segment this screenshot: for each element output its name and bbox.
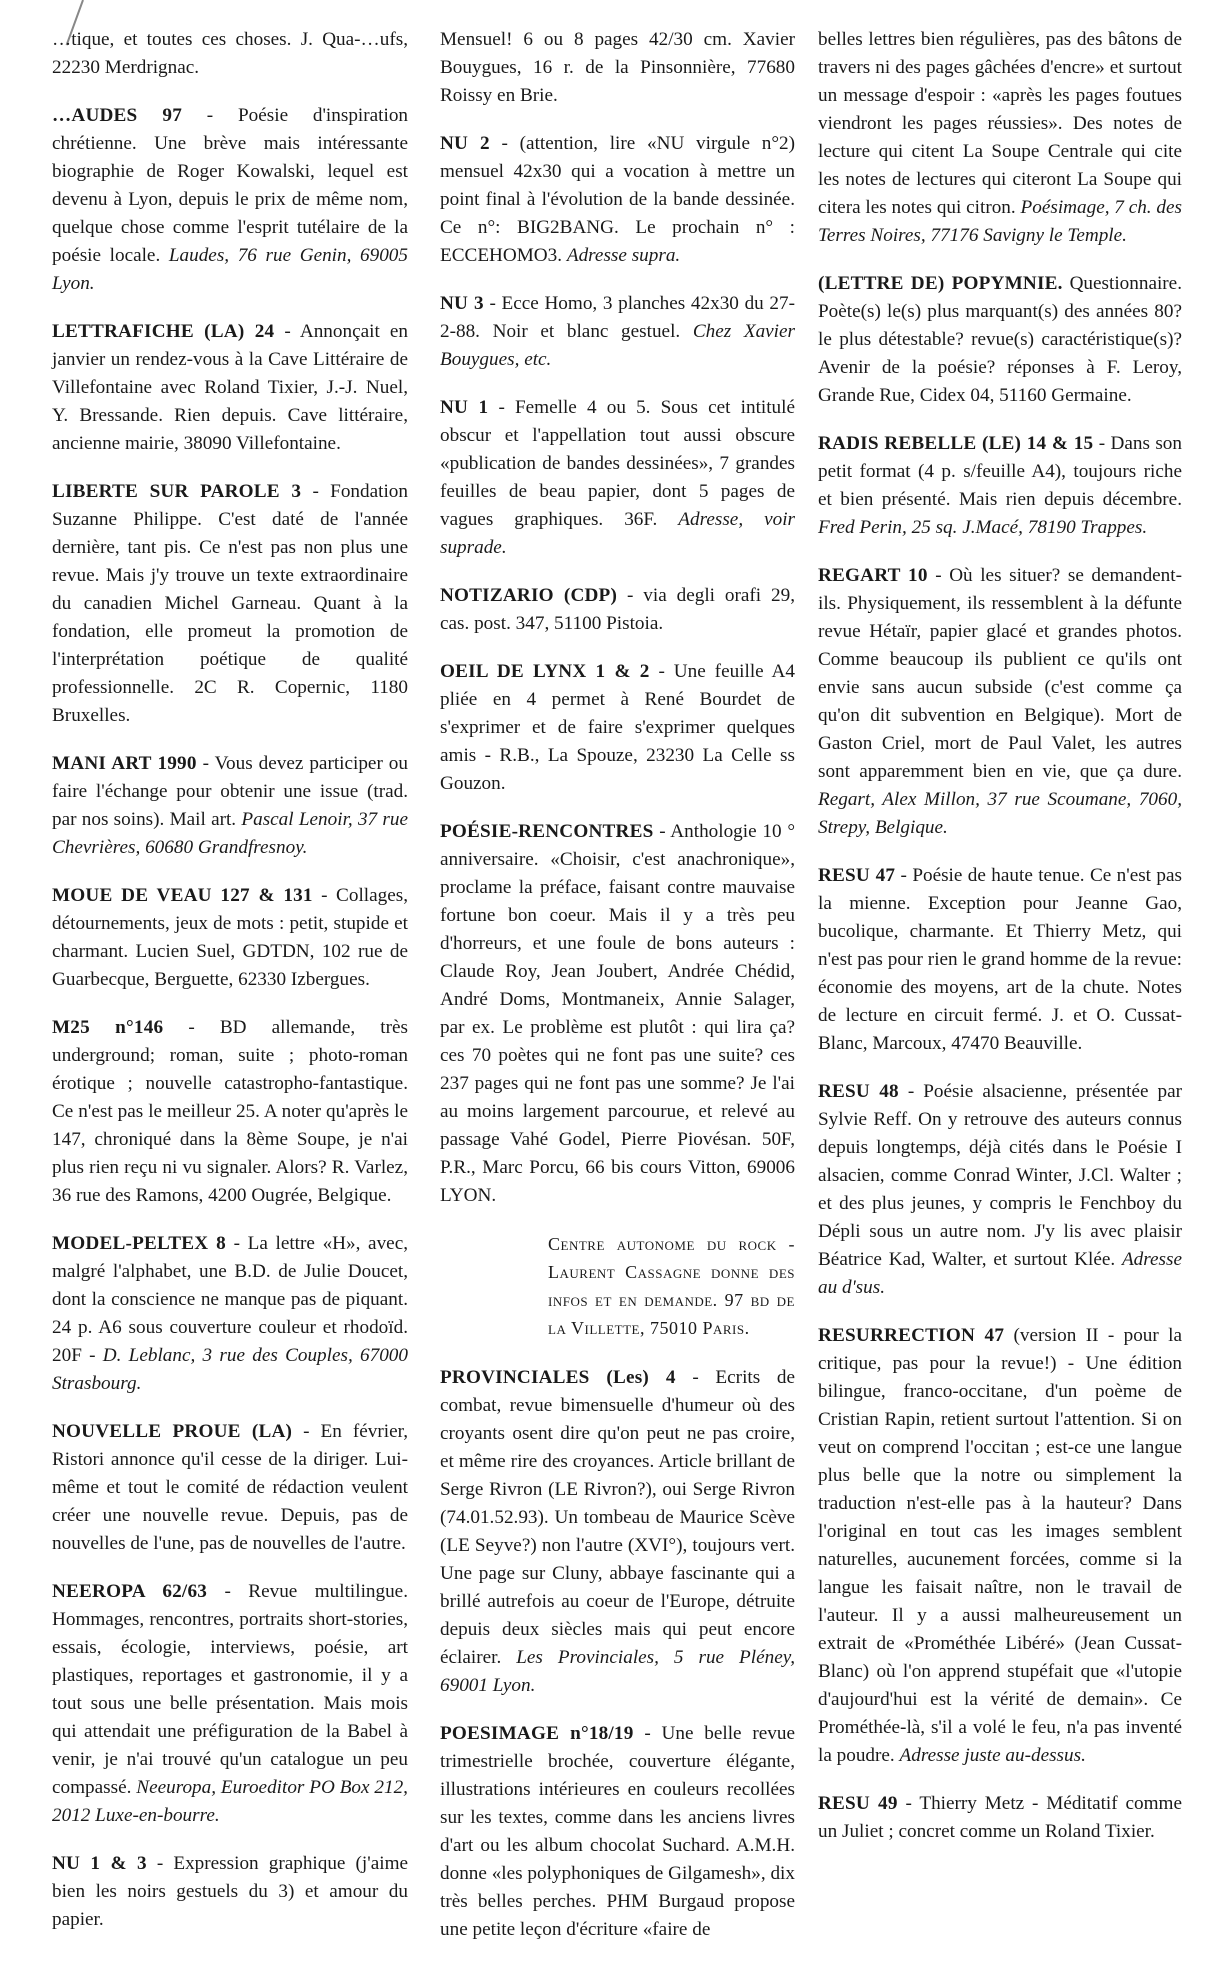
review-address: Les Provinciales, 5 rue Pléney, 69001 Lyon.: [440, 1647, 795, 1696]
review-entry: [818, 430, 1182, 542]
review-title: NEEROPA 62/63: [52, 1581, 208, 1602]
review-text: - Expression graphique (j'aime bien les noirs gestuels du 3) et amour du papier.: [52, 1853, 409, 1930]
review-title: REGART 10: [818, 565, 928, 586]
review-entry: [52, 478, 408, 730]
review-text: - Femelle 4 ou 5. Sous cet intitulé obscur et l'appellation tout aussi obscure «publication de bandes dessinées», 7 grandes feuilles de beau papier, dont 5 pages de vagues graphiques. 36F.: [440, 397, 796, 530]
review-text: - Vous devez participer ou faire l'échange pour obtenir une issue (trad. par nos soins). Mail art.: [52, 753, 408, 830]
review-entry: [818, 1078, 1182, 1302]
notice-box: Centre autonome du rock - Laurent Cassagne donne des infos et en demande. 97 bd de la Villette, 75010 Paris.: [548, 1234, 795, 1338]
review-text: - Annonçait en janvier un rendez-vous à la Cave Littéraire de Villefontaine avec Roland Tixier, J.-J. Nuel, Y. Bressande. Rien depuis. Cave littéraire, ancienne mairie, 38090 Villefontaine.: [52, 321, 408, 454]
review-title: MODEL-PELTEX 8: [52, 1233, 226, 1254]
review-entry: [818, 270, 1182, 410]
review-title: NU 1: [440, 397, 489, 418]
review-address: Adresse au d'sus.: [818, 1249, 1182, 1298]
review-entry: [52, 1418, 408, 1558]
review-text: …tique, et toutes ces choses. J. Qua-…ufs, 22230 Merdrignac.: [52, 29, 408, 78]
column-2: [440, 26, 795, 1964]
review-title: MANI ART 1990: [52, 753, 197, 774]
review-address: Poésimage, 7 ch. des Terres Noires, 77176 Savigny le Temple.: [818, 197, 1182, 246]
review-text: - La lettre «H», avec, malgré l'alphabet, une B.D. de Julie Doucet, dont la conscience ne manque pas de piquant. 24 p. A6 sous couverture couleur et rhodoïd. 20F -: [52, 1233, 409, 1366]
review-entry: [52, 26, 408, 82]
review-entry: [440, 658, 795, 798]
review-title: …AUDES 97: [52, 105, 183, 126]
review-entry: [440, 394, 795, 562]
review-address: Adresse juste au-dessus.: [899, 1745, 1086, 1766]
review-entry: [52, 750, 408, 862]
review-entry: [440, 818, 795, 1210]
review-entry: [440, 1364, 795, 1700]
review-entry: [52, 1578, 408, 1830]
review-address: D. Leblanc, 3 rue des Couples, 67000 Strasbourg.: [52, 1345, 408, 1394]
review-text: - Revue multilingue. Hommages, rencontres, portraits short-stories, essais, écologie, interviews, poésie, art plastiques, reportages et gastronomie, il y a tout sous une belle présentation. Mais mois qui attendait une préfiguration de la Babel à venir, je n'ai trouvé qu'un catalogue un peu compassé.: [52, 1581, 408, 1798]
review-address: Adresse supra.: [566, 245, 681, 266]
review-address: Adresse, voir suprade.: [440, 509, 795, 558]
review-entry: [52, 882, 408, 994]
review-title: M25 n°146: [52, 1017, 164, 1038]
review-entry: [440, 582, 795, 638]
review-entry: [440, 130, 795, 270]
review-title: LIBERTE SUR PAROLE 3: [52, 481, 302, 502]
review-text: - Collages, détournements, jeux de mots : petit, stupide et charmant. Lucien Suel, GDTDN, 102 rue de Guarbecque, Berguette, 62330 Izbergues.: [52, 885, 408, 990]
review-title: MOUE DE VEAU 127 & 131: [52, 885, 313, 906]
review-text: - Ecce Homo, 3 planches 42x30 du 27-2-88. Noir et blanc gestuel.: [440, 293, 795, 342]
review-entry: [818, 862, 1182, 1058]
review-address: Fred Perin, 25 sq. J.Macé, 78190 Trappes.: [818, 517, 1148, 538]
review-entry: [818, 562, 1182, 842]
review-title: POESIMAGE n°18/19: [440, 1723, 634, 1744]
review-entry: [52, 102, 408, 298]
review-text: - Poésie d'inspiration chrétienne. Une brève mais intéressante biographie de Roger Kowalski, lequel est devenu à Lyon, depuis le prix de même nom, quelque chose comme l'esprit tutélaire de la poésie locale.: [52, 105, 409, 266]
review-title: RESU 47: [818, 865, 896, 886]
column-3: [818, 26, 1182, 1866]
review-entry: [818, 1322, 1182, 1770]
review-text: - Une feuille A4 pliée en 4 permet à René Bourdet de s'exprimer et de faire s'exprimer quelques amis - R.B., La Spouze, 23230 La Celle ss Gouzon.: [440, 661, 795, 794]
review-entry: [440, 290, 795, 374]
review-text: belles lettres bien régulières, pas des bâtons de travers ni des pages gâchées d'encre» et surtout un message d'espoir : «après les pages foutues viendront les pages réussies». Des notes de lecture qui citent La Soupe Centrale qui cite les notes de lectures qui citeront La Soupe qui citera les notes qui citron.: [818, 29, 1182, 218]
review-text: Mensuel! 6 ou 8 pages 42/30 cm. Xavier Bouygues, 16 r. de la Pinsonnière, 77680 Roissy en Brie.: [440, 29, 795, 106]
review-text: - (attention, lire «NU virgule n°2) mensuel 42x30 qui a vocation à mettre un point final à l'évolution de la bande dessinée. Ce n°: BIG2BANG. Le prochain n° : ECCEHOMO3.: [440, 133, 795, 266]
review-title: POÉSIE-RENCONTRES: [440, 821, 654, 842]
review-entry: [818, 26, 1182, 250]
review-text: - Dans son petit format (4 p. s/feuille A4), toujours riche et bien présenté. Mais rien depuis décembre.: [818, 433, 1182, 510]
review-title: RADIS REBELLE (LE) 14 & 15: [818, 433, 1094, 454]
review-text: - via degli orafi 29, cas. post. 347, 51100 Pistoia.: [440, 585, 795, 634]
review-text: - BD allemande, très underground; roman, suite ; photo-roman érotique ; nouvelle catastropho-fantastique. Ce n'est pas le meilleur 25. A noter qu'après le 147, chroniqué dans la 8ème Soupe, je n'ai plus rien reçu ni vu signaler. Alors? R. Varlez, 36 rue des Ramons, 4200 Ougrée, Belgique.: [52, 1017, 408, 1206]
review-text: - Anthologie 10 ° anniversaire. «Choisir, c'est anachronique», proclame la préface, faisant contre mauvaise fortune bon coeur. Mais il y a très peu d'horreurs, et une foule de bons auteurs : Claude Roy, Jean Joubert, Andrée Chédid, André Doms, Montmaneix, Annie Salager, par ex. Le problème est plutôt : qui lira ça? ces 70 poètes qui ne font pas une suite? ces 237 pages qui ne font pas une somme? Je l'ai au moins largement parcourue, et relevé au passage Vahé Godel, Pierre Piovésan. 50F, P.R., Marc Porcu, 66 bis cours Vitton, 69006 LYON.: [440, 821, 795, 1206]
review-text: Questionnaire. Poète(s) le(s) plus marquant(s) des années 80? le plus détestable? revue(s) caractéristique(s)? Avenir de la poésie? réponses à F. Leroy, Grande Rue, Cidex 04, 51160 Germaine.: [818, 273, 1182, 406]
review-text: - Où les situer? se demandent-ils. Physiquement, ils ressemblent à la défunte revue Hétaïr, papier glacé et grandes photos. Comme beaucoup ils publient ce qu'ils ont envie sans aucun subside (c'est comme ça qu'on dit subvention en Belgique). Mort de Gaston Criel, mort de Paul Valet, les autres sont apparemment bien en vie, que ça dure.: [818, 565, 1182, 782]
review-address: Laudes, 76 rue Genin, 69005 Lyon.: [52, 245, 408, 294]
review-title: NU 1 & 3: [52, 1853, 147, 1874]
review-text: - En février, Ristori annonce qu'il cesse de la diriger. Lui-même et tout le comité de rédaction veulent créer une nouvelle revue. Depuis, pas de nouvelles de l'une, pas de nouvelles de l'autre.: [52, 1421, 409, 1554]
review-text: (version II - pour la critique, pas pour la revue!) - Une édition bilingue, franco-occitane, d'un poème de Cristian Rapin, retient surtout l'attention. Si on veut on comprend l'occitan ; est-ce une langue plus belle que la notre ou simplement la traduction n'est-elle pas à la hauteur? Dans l'original en tout cas les images semblent naturelles, aucunement forcées, comme si la langue les faisait naître, non le travail de l'auteur. Il y a aussi malheureusement un extrait de «Prométhée Libéré» (Jean Cussat-Blanc) où l'on apprend stupéfait que «l'utopie d'aujourd'hui est la vérité de demain». Ce Prométhée-là, s'il a volé le feu, n'a pas inventé la poudre.: [818, 1325, 1182, 1766]
column-1: [52, 26, 408, 1954]
review-entry: [52, 318, 408, 458]
review-entry: [52, 1850, 408, 1934]
review-text: - Thierry Metz - Méditatif comme un Juliet ; concret comme un Roland Tixier.: [818, 1793, 1182, 1842]
review-title: OEIL DE LYNX 1 & 2: [440, 661, 650, 682]
review-text: - Poésie de haute tenue. Ce n'est pas la mienne. Exception pour Jeanne Gao, bucolique, charmante. Et Thierry Metz, qui n'est pas pour rien le grand homme de la revue: économie des moyens, art de la chute. Notes de lecture en circuit fermé. J. et O. Cussat-Blanc, Marcoux, 47470 Beauville.: [818, 865, 1182, 1054]
review-text: - Fondation Suzanne Philippe. C'est daté de l'année dernière, tant pis. Ce n'est pas non plus une revue. Mais j'y trouve un texte extraordinaire du canadien Michel Garneau. Quant à la fondation, elle promeut la promotion de l'interprétation poétique de qualité professionnelle. 2C R. Copernic, 1180 Bruxelles.: [52, 481, 408, 726]
review-title: PROVINCIALES (Les) 4: [440, 1367, 676, 1388]
review-title: NOUVELLE PROUE (LA): [52, 1421, 293, 1442]
review-address: Pascal Lenoir, 37 rue Chevrières, 60680 Grandfresnoy.: [52, 809, 408, 858]
review-text: - Ecrits de combat, revue bimensuelle d'humeur où des croyants osent dire qu'on peut ne pas croire, et même rire des croyances. Article brillant de Serge Rivron (LE Rivron?), oui Serge Rivron (74.01.52.93). Un tombeau de Maurice Scève (LE Seyve?) non l'autre (XVI°), toujours vert. Une page sur Cluny, abbaye fascinante qui a brillé autrefois au coeur de l'Europe, détruite depuis deux siècles mais qui peut encore éclairer.: [440, 1367, 795, 1668]
review-entry: [52, 1014, 408, 1210]
review-entry: [52, 1230, 408, 1398]
review-entry: [440, 26, 795, 110]
review-title: LETTRAFICHE (LA) 24: [52, 321, 275, 342]
review-address: Regart, Alex Millon, 37 rue Scoumane, 7060, Strepy, Belgique.: [818, 789, 1182, 838]
review-title: RESU 48: [818, 1081, 899, 1102]
review-title: NOTIZARIO (CDP): [440, 585, 618, 606]
review-title: NU 3: [440, 293, 484, 314]
review-text: - Une belle revue trimestrielle brochée, couverture élégante, illustrations intérieures en couleurs recollées sur les textes, comme dans les anciens livres d'art ou les album chocolat Suchard. A.M.H. donne «les polyphoniques de Gilgamesh», dix très belles perches. PHM Burgaud propose une petite leçon d'écriture «faire de: [440, 1723, 795, 1940]
review-title: NU 2: [440, 133, 490, 154]
review-text: - Poésie alsacienne, présentée par Sylvie Reff. On y retrouve des auteurs connus depuis longtemps, déjà cités dans le Poésie I alsacien, comme Conrad Winter, J.Cl. Walter ; et des plus jeunes, y compris le Fenchboy du Dépli sous un autre nom. J'y lis avec plaisir Béatrice Kad, Walter, et surtout Klée.: [818, 1081, 1182, 1270]
review-entry: [440, 1720, 795, 1944]
review-title: (LETTRE DE) POPYMNIE.: [818, 273, 1063, 294]
review-address: Neeuropa, Euroeditor PO Box 212, 2012 Luxe-en-bourre.: [52, 1777, 408, 1826]
review-entry: [818, 1790, 1182, 1846]
review-title: RESU 49: [818, 1793, 898, 1814]
review-title: RESURRECTION 47: [818, 1325, 1005, 1346]
review-address: Chez Xavier Bouygues, etc.: [440, 321, 795, 370]
